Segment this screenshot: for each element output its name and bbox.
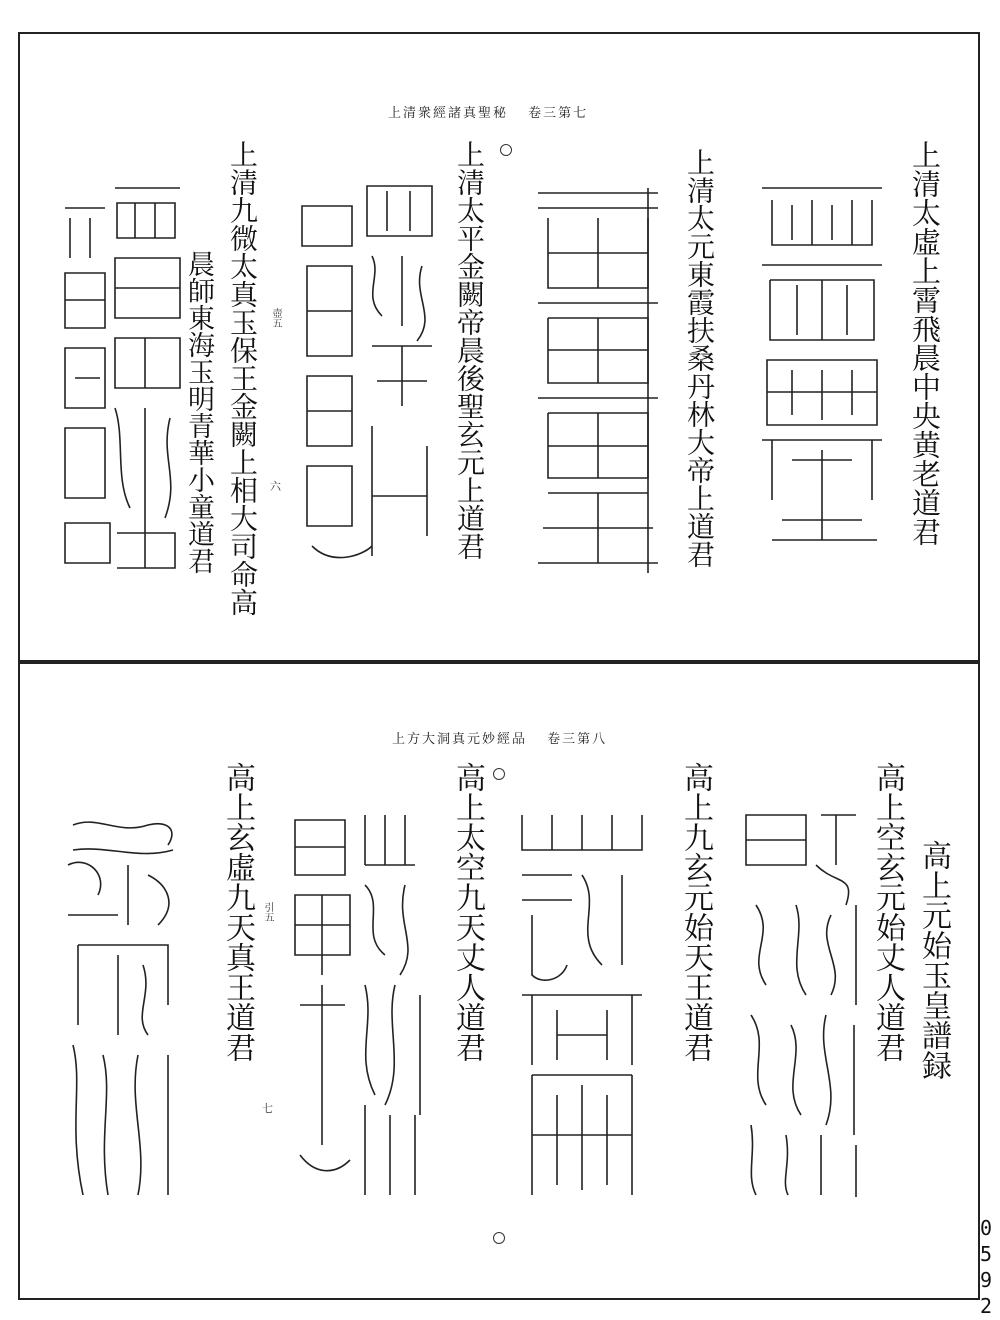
lower-circle-mark-2 — [493, 1232, 505, 1244]
upper-seal-glyph-4 — [55, 178, 185, 578]
lower-column-5: 高上玄虛九天真王道君 — [220, 762, 255, 1062]
lower-small-mark-1: 七 — [262, 1102, 273, 1115]
lower-seal-glyph-1 — [736, 805, 866, 1200]
lower-column-1: 高上元始玉皇譜録 — [916, 840, 951, 1080]
upper-seal-glyph-1 — [752, 170, 892, 560]
upper-column-5: 晨師東海玉明青華小童道君 — [183, 250, 214, 574]
upper-circle-mark — [500, 144, 512, 156]
upper-column-4: 上清九微太真玉保王金闕上相大司命高 — [226, 140, 259, 616]
upper-column-2: 上清太元東霞扶桑丹林大帝上道君 — [683, 148, 716, 568]
lower-column-4: 高上太空九天丈人道君 — [450, 762, 485, 1062]
lower-seal-glyph-4 — [58, 805, 188, 1200]
upper-small-mark-1: 六 — [270, 480, 281, 493]
lower-seal-glyph-3 — [285, 805, 435, 1200]
upper-small-mark-2: 壺五 — [270, 308, 281, 328]
upper-seal-glyph-2 — [528, 178, 668, 578]
lower-column-3: 高上九玄元始天王道君 — [678, 762, 713, 1062]
upper-column-3: 上清太平金闕帝晨後聖玄元上道君 — [453, 140, 486, 560]
lower-page-header: 上方大洞真元妙經品 卷三第八 — [392, 732, 608, 747]
lower-small-mark-2: 引五 — [262, 902, 273, 922]
page-number: 0592 — [974, 1216, 998, 1320]
lower-column-2: 高上空玄元始丈人道君 — [870, 762, 905, 1062]
upper-column-1: 上清太虛上霄飛晨中央黄老道君 — [908, 140, 942, 546]
lower-seal-glyph-2 — [512, 805, 652, 1200]
lower-circle-mark-1 — [493, 768, 505, 780]
upper-page-header: 上清衆經諸真聖秘 卷三第七 — [388, 106, 589, 121]
upper-seal-glyph-3 — [292, 176, 442, 576]
